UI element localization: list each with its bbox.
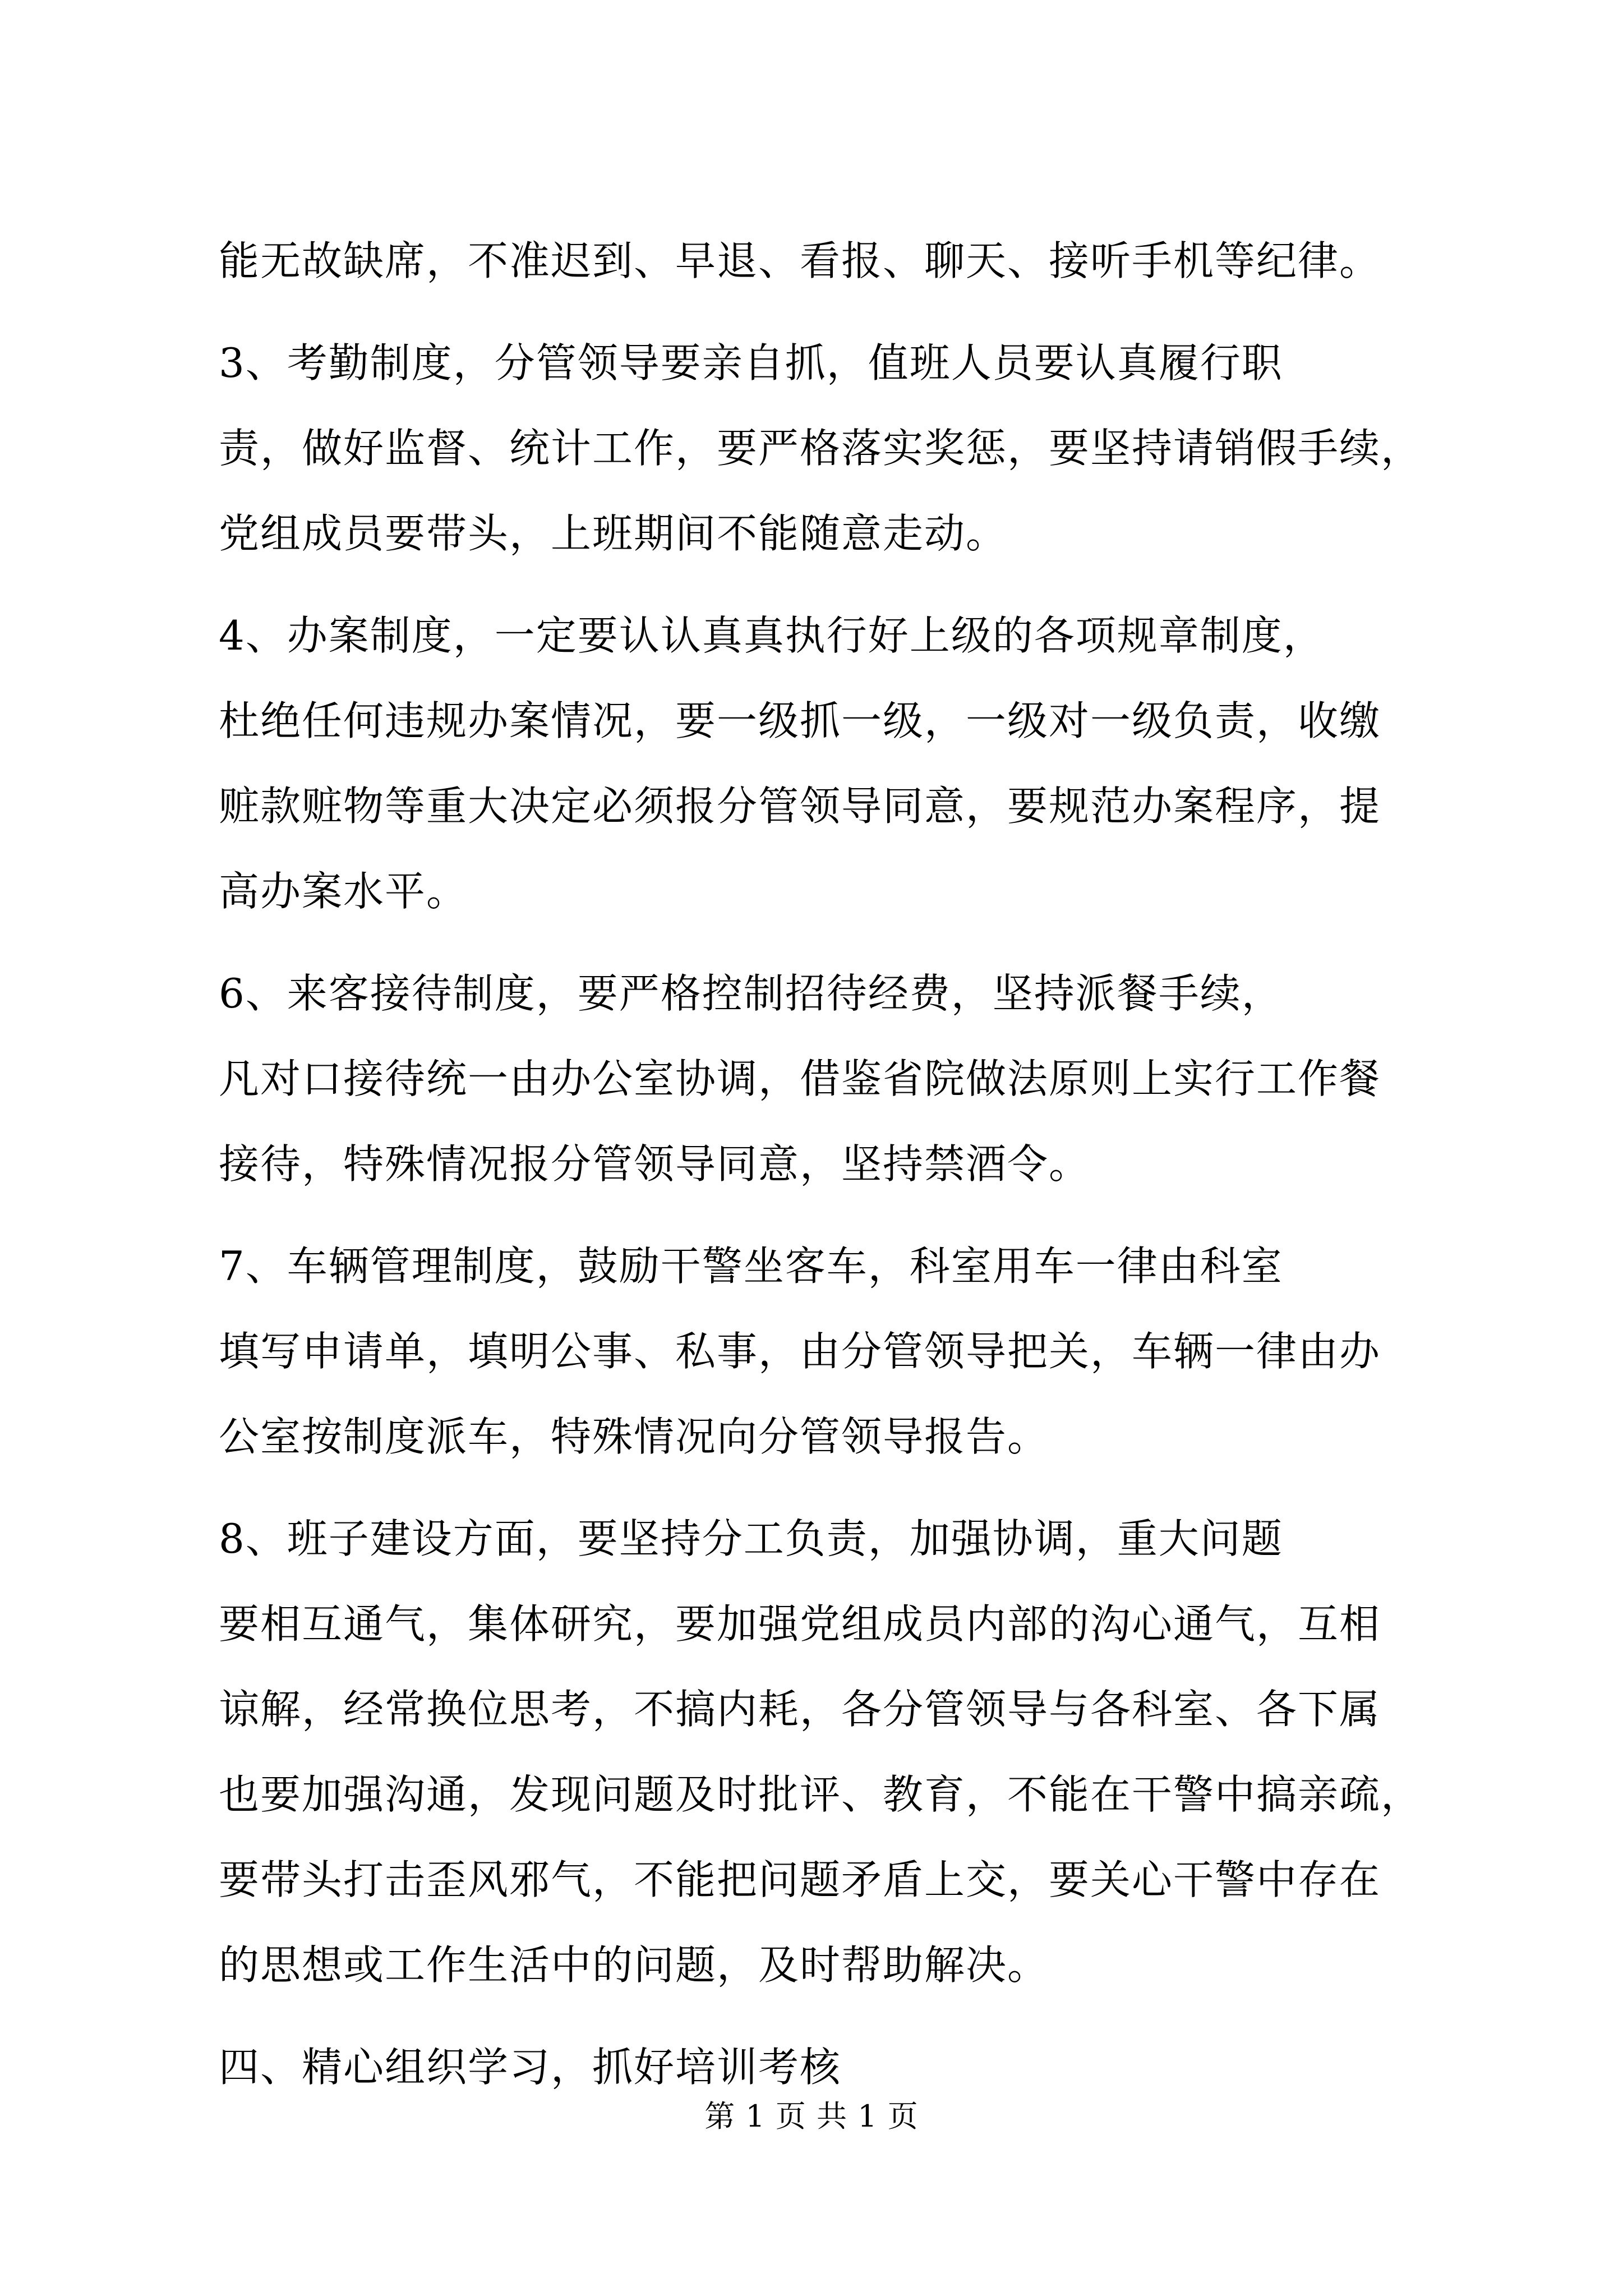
text-line-21: 四、精心组织学习，抓好培训考核 <box>219 2044 842 2091</box>
text-line-19: 要带头打击歪风邪气，不能把问题矛盾上交，要关心干警中存在 <box>219 1856 1381 1903</box>
text-line-2: 3、考勤制度，分管领导要亲自抓，值班人员要认真履行职 <box>219 339 1283 386</box>
text-line-3: 责，做好监督、统计工作，要严格落实奖惩，要坚持请销假手续， <box>219 425 1423 472</box>
text-line-10: 凡对口接待统一由办公室协调，借鉴省院做法原则上实行工作餐 <box>219 1055 1381 1102</box>
text-line-5: 4、办案制度，一定要认认真真执行好上级的各项规章制度， <box>219 612 1325 659</box>
text-line-6: 杜绝任何违规办案情况，要一级抓一级，一级对一级负责，收缴 <box>219 697 1381 744</box>
text-line-17: 谅解，经常换位思考，不搞内耗，各分管领导与各科室、各下属 <box>219 1686 1381 1733</box>
text-line-15: 8、班子建设方面，要坚持分工负责，加强协调，重大问题 <box>219 1515 1283 1562</box>
text-line-8: 高办案水平。 <box>219 868 468 915</box>
text-line-18: 也要加强沟通，发现问题及时批评、教育，不能在干警中搞亲疏， <box>219 1771 1423 1818</box>
text-line-13: 填写申请单，填明公事、私事，由分管领导把关，车辆一律由办 <box>219 1328 1381 1375</box>
text-line-20: 的思想或工作生活中的问题，及时帮助解决。 <box>219 1941 1049 1989</box>
text-line-9: 6、来客接待制度，要严格控制招待经费，坚持派餐手续， <box>219 970 1283 1017</box>
text-line-16: 要相互通气，集体研究，要加强党组成员内部的沟心通气，互相 <box>219 1600 1381 1648</box>
text-line-7: 赃款赃物等重大决定必须报分管领导同意，要规范办案程序，提 <box>219 783 1381 830</box>
page-footer: 第 1 页 共 1 页 <box>704 2099 919 2134</box>
text-line-14: 公室按制度派车，特殊情况向分管领导报告。 <box>219 1413 1049 1460</box>
text-line-12: 7、车辆管理制度，鼓励干警坐客车，科室用车一律由科室 <box>219 1243 1283 1290</box>
text-line-1: 能无故缺席，不准迟到、早退、看报、聊天、接听手机等纪律。 <box>219 237 1381 284</box>
text-line-4: 党组成员要带头，上班期间不能随意走动。 <box>219 510 1008 557</box>
text-line-11: 接待，特殊情况报分管领导同意，坚持禁酒令。 <box>219 1140 1091 1188</box>
